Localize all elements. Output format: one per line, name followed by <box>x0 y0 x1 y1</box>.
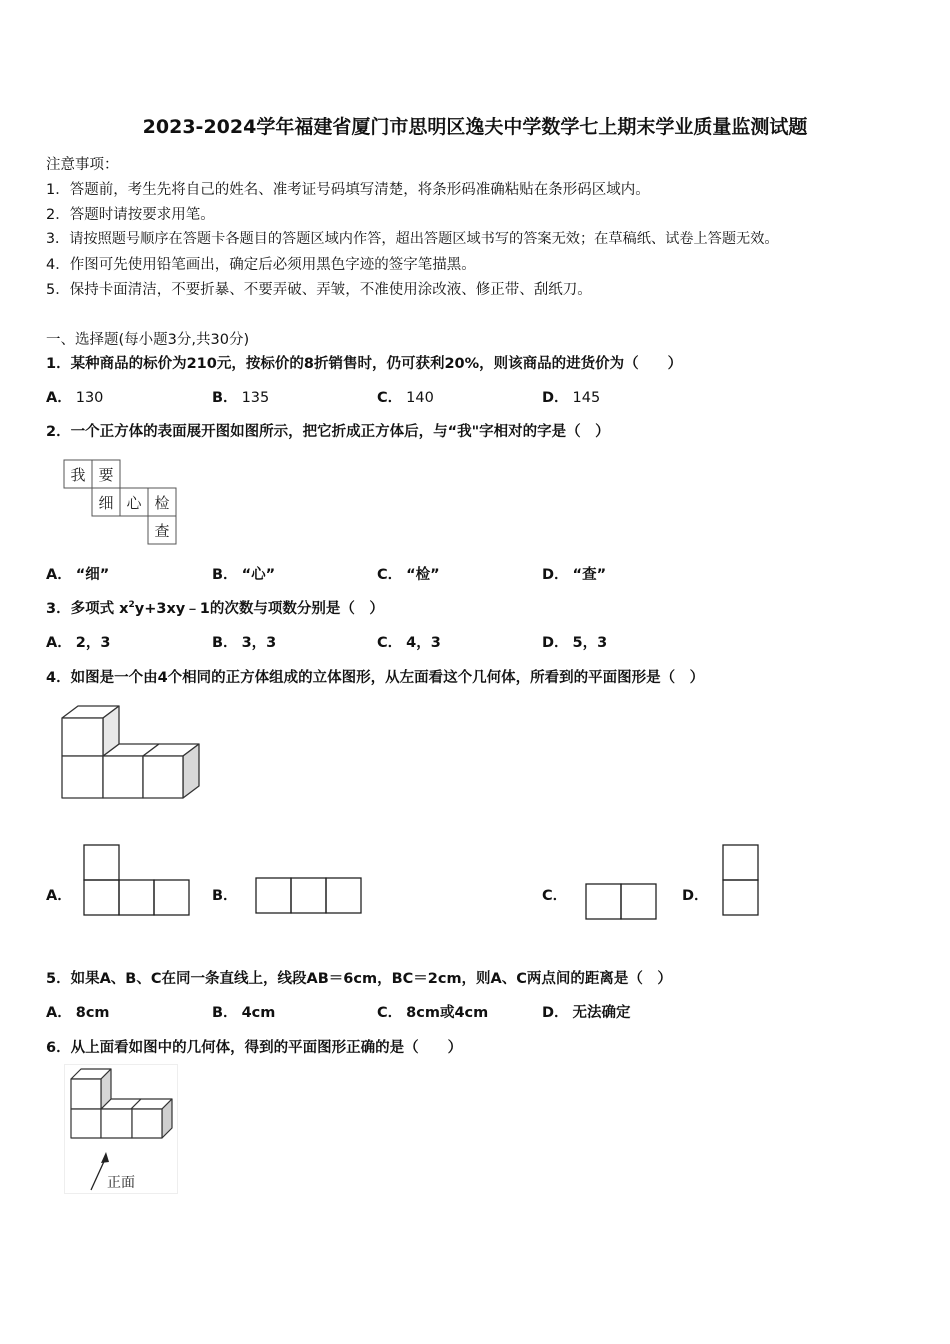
question-2: 2．一个正方体的表面展开图如图所示，把它折成正方体后，与“我"字相对的字是（ ） <box>46 424 610 440</box>
net-cell-yao: 要 <box>98 466 114 484</box>
cube-net-figure <box>60 458 185 548</box>
notice-item-2: 2．答题时请按要求用笔。 <box>46 207 215 223</box>
q4-solid-figure <box>55 700 210 805</box>
q4-option-a-figure <box>82 843 194 919</box>
q3-option-c: C． 4，3 <box>377 635 441 651</box>
section-heading: 一、选择题(每小题3分,共30分) <box>46 332 250 348</box>
q4-option-c-label: C． <box>542 888 568 904</box>
q1-option-d: D． 145 <box>542 390 601 406</box>
q2-option-b: B． “心” <box>212 567 276 583</box>
q2-option-d: D． “查” <box>542 567 607 583</box>
notice-heading: 注意事项： <box>46 157 119 173</box>
q4-option-d-figure <box>721 843 763 921</box>
q3-option-d: D． 5，3 <box>542 635 608 651</box>
net-cell-jian: 检 <box>154 494 170 512</box>
q4-option-b-label: B． <box>212 888 238 904</box>
q2-option-c: C． “检” <box>377 567 440 583</box>
net-cell-wo: 我 <box>70 466 86 484</box>
page-title: 2023-2024学年福建省厦门市思明区逸夫中学数学七上期末学业质量监测试题 <box>142 116 808 138</box>
q4-option-c-figure <box>584 882 661 922</box>
q5-option-c: C． 8cm或4cm <box>377 1005 489 1021</box>
q5-option-b: B． 4cm <box>212 1005 276 1021</box>
q5-option-d: D． 无法确定 <box>542 1005 631 1021</box>
q4-option-a-label: A． <box>46 888 72 904</box>
q1-option-c: C． 140 <box>377 390 434 406</box>
front-label: 正面 <box>107 1175 135 1191</box>
net-cell-cha: 查 <box>154 522 170 540</box>
question-4: 4．如图是一个由4个相同的正方体组成的立体图形，从左面看这个几何体，所看到的平面图形是（ ） <box>46 670 705 686</box>
q4-option-d-label: D． <box>682 888 709 904</box>
notice-item-3: 3．请按照题号顺序在答题卡各题目的答题区域内作答，超出答题区域书写的答案无效；在草稿纸、试卷上答题无效。 <box>46 231 779 247</box>
q2-option-a: A． “细” <box>46 567 110 583</box>
question-5: 5．如果A、B、C在同一条直线上，线段AB＝6cm，BC＝2cm，则A、C两点间的距离是（ ） <box>46 971 672 987</box>
question-1: 1．某种商品的标价为210元，按标价的8折销售时，仍可获利20%，则该商品的进货价为（ ） <box>46 356 683 372</box>
q6-solid-figure <box>64 1064 180 1196</box>
question-6: 6．从上面看如图中的几何体，得到的平面图形正确的是（ ） <box>46 1040 463 1056</box>
q1-option-b: B． 135 <box>212 390 270 406</box>
question-3: 3．多项式 $x^2y+3xy﹣1$的次数与项数分别是（ ） <box>46 600 384 617</box>
q5-option-a: A． 8cm <box>46 1005 110 1021</box>
notice-item-4: 4．作图可先使用铅笔画出，确定后必须用黑色字迹的签字笔描黑。 <box>46 257 476 273</box>
q3-option-b: B． 3，3 <box>212 635 277 651</box>
q4-option-b-figure <box>254 876 366 916</box>
q3-option-a: A． 2，3 <box>46 635 111 651</box>
notice-item-1: 1．答题前，考生先将自己的姓名、准考证号码填写清楚，将条形码准确粘贴在条形码区域内。 <box>46 182 650 198</box>
q1-option-a: A． 130 <box>46 390 104 406</box>
net-cell-xin: 心 <box>126 494 142 512</box>
net-cell-xi: 细 <box>98 494 114 512</box>
notice-item-5: 5．保持卡面清洁，不要折暴、不要弄破、弄皱，不准使用涂改液、修正带、刮纸刀。 <box>46 282 592 298</box>
